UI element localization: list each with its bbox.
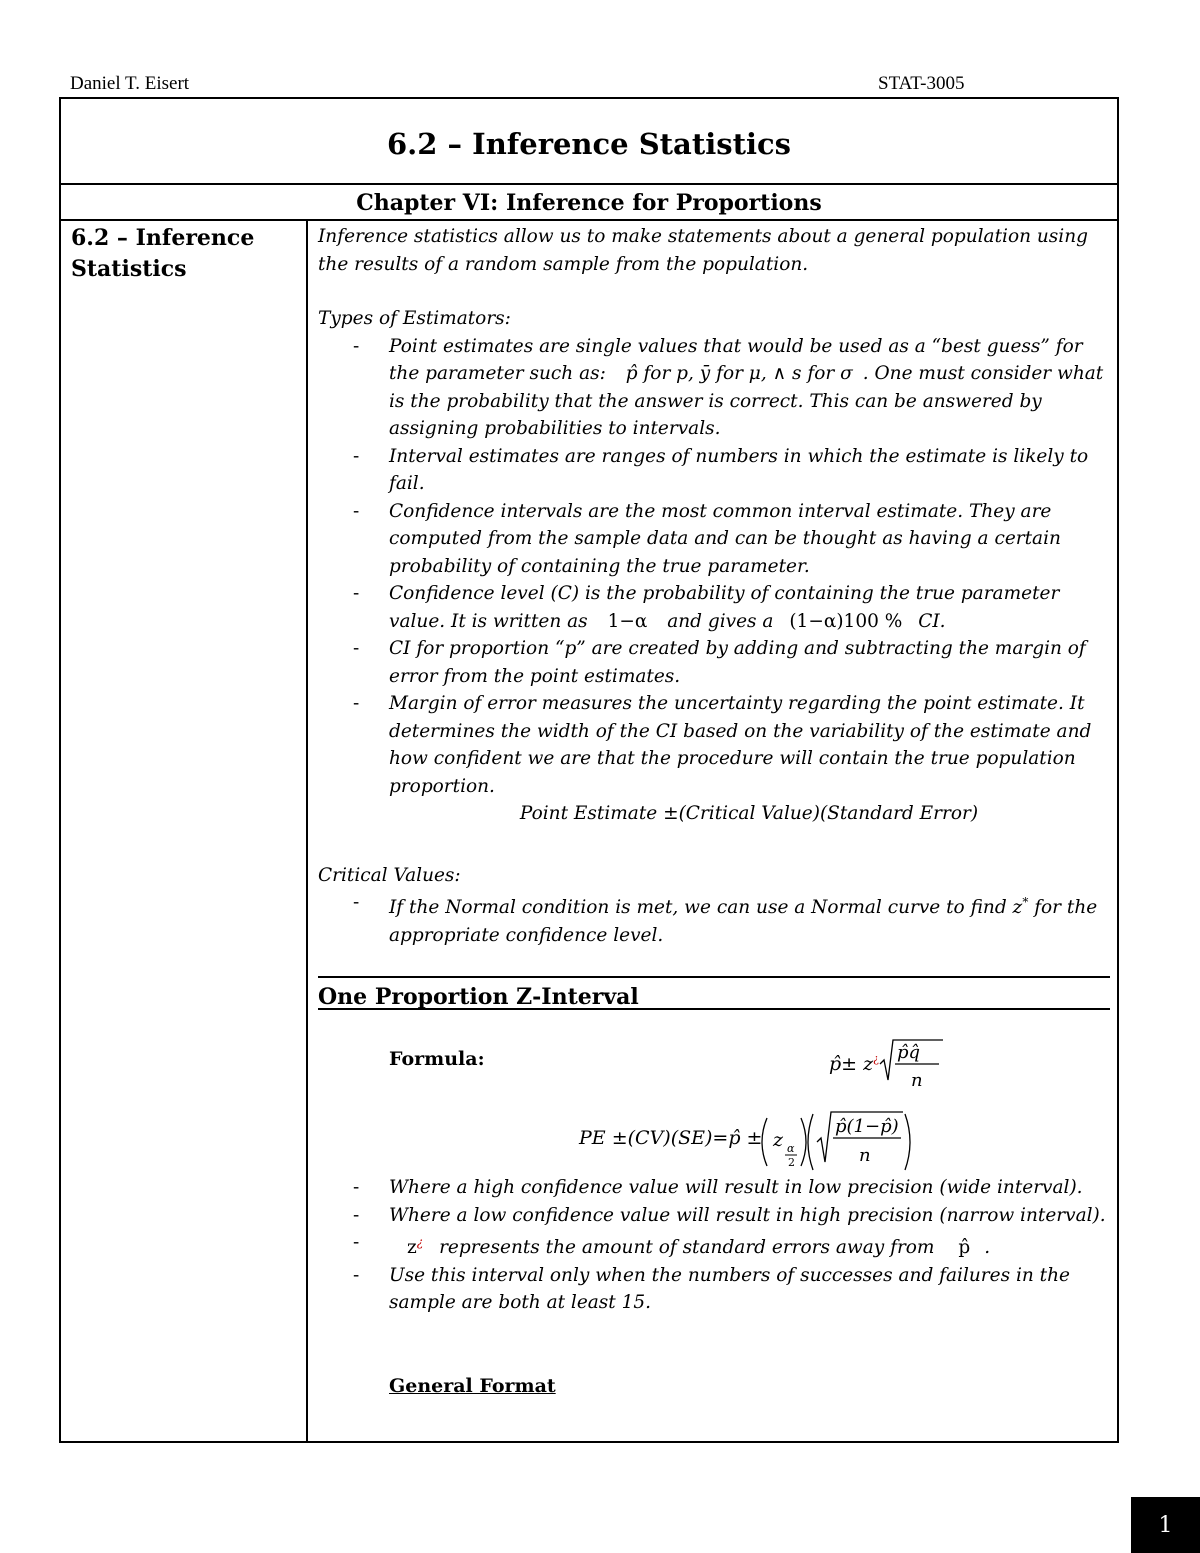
notes-table xyxy=(59,97,1119,1443)
list-item: - Where a high confidence value will result in low precision (wide interval). xyxy=(318,1174,1110,1202)
critical-values-heading: Critical Values: xyxy=(318,864,461,886)
svg-text:p̂± z: p̂± z xyxy=(829,1053,874,1076)
chapter-heading: Chapter VI: Inference for Proportions xyxy=(61,187,1117,221)
list-item: - If the Normal condition is met, we can use a Normal curve to find z* for the appropriate confidence level. xyxy=(318,889,1110,949)
estimators-heading: Types of Estimators: xyxy=(318,308,511,329)
z-interval-notes xyxy=(318,1174,1110,1317)
level-percent-math: (1−α)100 % xyxy=(789,610,903,632)
z-interval-formula xyxy=(827,1032,947,1104)
notes-cell xyxy=(318,223,1110,1400)
author-name: Daniel T. Eisert xyxy=(70,73,190,94)
list-item: - Use this interval only when the numbers of successes and failures in the sample are both at least 15. xyxy=(318,1262,1110,1317)
general-format-heading: General Format xyxy=(389,1374,556,1397)
list-item: - Confidence intervals are the most common interval estimate. They are computed from the sample data and can be thought as having a certain probability of containing the true parameter. xyxy=(318,498,1110,581)
estimators-list xyxy=(318,333,1110,801)
list-item: - Interval estimates are ranges of numbers in which the estimate is likely to fail. xyxy=(318,443,1110,498)
svg-text:n: n xyxy=(859,1145,871,1167)
column-divider xyxy=(306,221,308,1441)
list-item: - Margin of error measures the uncertainty regarding the point estimate. It determines the width of the CI based on the variability of the estimate and how confident we are that the procedure will contain the true population proportion. xyxy=(318,690,1110,800)
general-z-formula xyxy=(577,1106,937,1176)
svg-text:PE ±(CV)(SE)=p̂ ±: PE ±(CV)(SE)=p̂ ± xyxy=(579,1127,763,1150)
svg-text:p̂(1−p̂): p̂(1−p̂) xyxy=(835,1116,899,1138)
margin-equation: Point Estimate ±(Critical Value)(Standard Error) xyxy=(519,803,979,824)
svg-text:¿: ¿ xyxy=(873,1052,879,1066)
svg-text:α: α xyxy=(787,1142,795,1156)
intro-paragraph: Inference statistics allow us to make statements about a general population using the results of a random sample from the population. xyxy=(318,226,1088,275)
page-title: 6.2 – Inference Statistics xyxy=(61,99,1117,185)
z-interval-heading: One Proportion Z-Interval xyxy=(318,976,1110,1010)
list-item: - Where a low confidence value will result in high precision (narrow interval). xyxy=(318,1202,1110,1230)
formula-block xyxy=(318,1024,1110,1174)
svg-text:2: 2 xyxy=(788,1156,795,1170)
critical-values-list xyxy=(318,889,1110,949)
list-item: - z¿ represents the amount of standard errors away from p̂ . xyxy=(318,1229,1110,1262)
svg-text:p̂q̂: p̂q̂ xyxy=(897,1042,921,1064)
topic-cell: 6.2 – Inference Statistics xyxy=(71,225,255,282)
point-estimate-math: p̂ for p, ȳ for μ, ∧ s for σ xyxy=(625,363,853,384)
list-item: - Point estimates are single values that would be used as a “best guess” for the parameter such as: p̂ for p, ȳ for μ, ∧ s for σ . One must consider what is the probability that the answer is correct. This can be answered by assigning probabilities to intervals. xyxy=(318,333,1110,443)
svg-text:n: n xyxy=(911,1070,923,1092)
formula-label: Formula: xyxy=(389,1048,485,1071)
page-number: 1 xyxy=(1131,1497,1200,1553)
svg-text:z: z xyxy=(773,1129,784,1152)
course-code: STAT-3005 xyxy=(878,73,965,94)
list-item: - Confidence level (C) is the probability of containing the true parameter value. It is written as 1−α and gives a (1−α)100 % CI. xyxy=(318,580,1110,635)
list-item: - CI for proportion “p” are created by adding and subtracting the margin of error from the point estimates. xyxy=(318,635,1110,690)
level-math: 1−α xyxy=(607,610,648,632)
